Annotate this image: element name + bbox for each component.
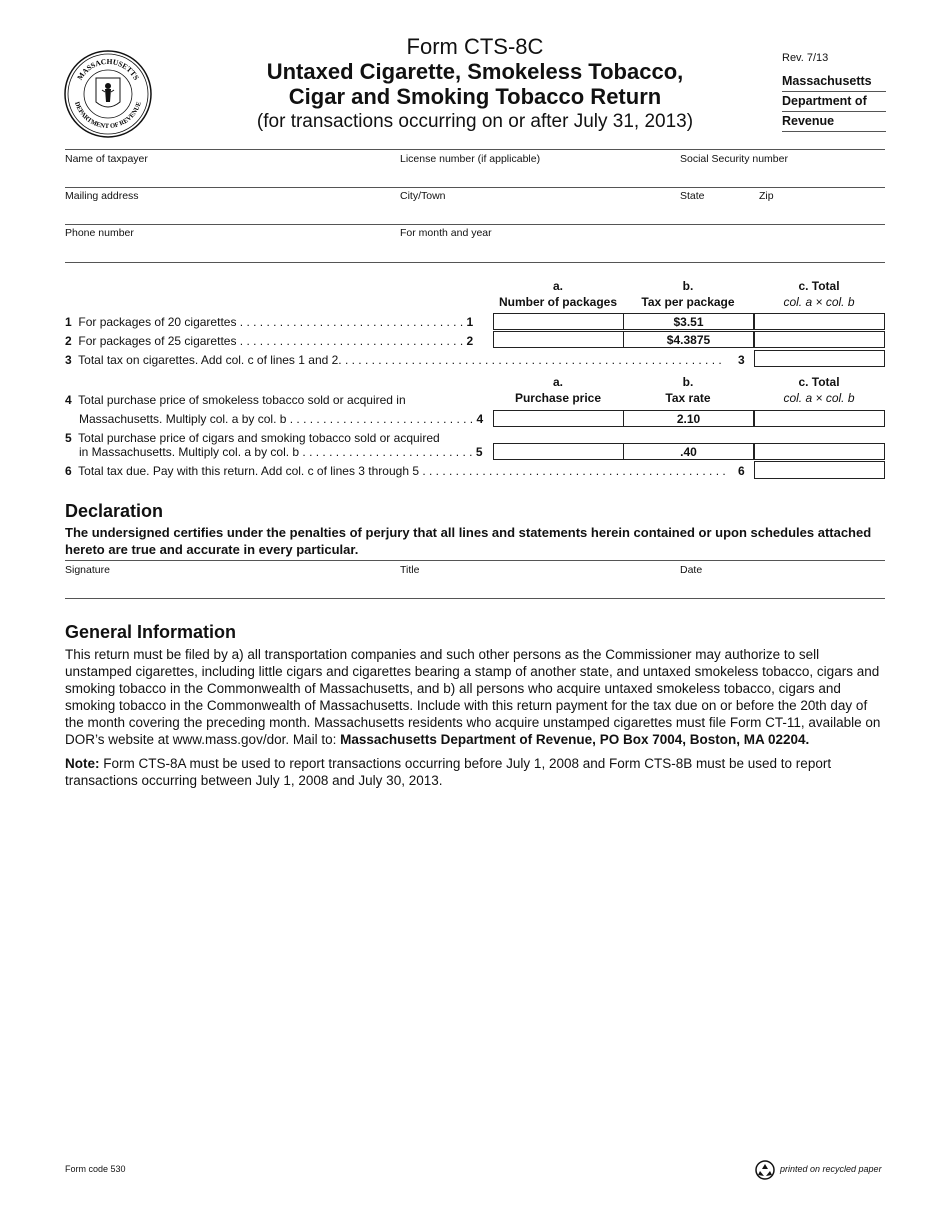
divider — [65, 262, 885, 263]
line-5-rate: .40 — [623, 443, 754, 460]
divider — [65, 598, 885, 599]
state-field[interactable]: State — [680, 190, 705, 202]
line-5-text-b — [79, 445, 483, 459]
recycle-icon — [755, 1160, 775, 1180]
line-number: 4 — [65, 393, 72, 407]
line-text: For packages of 25 cigarettes . . . . . . . . . . . . . . . . . . . . . . . . . . . . . . . . . . — [78, 334, 464, 348]
divider — [65, 560, 885, 561]
tax-rate-heading — [623, 374, 753, 406]
general-info-paragraph — [65, 646, 885, 748]
dept-line-2: Department of — [782, 92, 886, 112]
line-text: Total purchase price of smokeless tobacco sold or acquired in — [78, 393, 406, 407]
total-heading — [754, 374, 884, 406]
taxpayer-name-field[interactable]: Name of taxpayer — [65, 153, 148, 165]
line-text: Total tax on cigarettes. Add col. c of lines 1 and 2. . . . . . . . . . . . . . . . . . . . . . . . . . . . . . . . . . . . . . . . . . . . . . . . . . . . . . . . . . — [78, 353, 722, 367]
signature-field[interactable]: Signature — [65, 564, 110, 576]
line-number: 3 — [738, 353, 745, 367]
line-1 — [65, 315, 473, 329]
line-text: Total tax due. Pay with this return. Add col. c of lines 3 through 5 . . . . . . . . . . . . . . . . . . . . . . . . . . . . . . . . . . . . . . . . . . . . . . — [78, 464, 726, 478]
title-line-2: Cigar and Smoking Tobacco Return — [288, 84, 662, 109]
line-1-rate: $3.51 — [623, 313, 754, 330]
zip-field[interactable]: Zip — [759, 190, 774, 202]
declaration-heading: Declaration — [65, 501, 164, 521]
purchase-price-heading — [493, 374, 623, 406]
line-3-number-right — [738, 353, 745, 367]
line-1-col-a-input[interactable] — [493, 313, 624, 330]
line-5-text-a — [65, 431, 440, 445]
col-b-letter: b. — [682, 279, 694, 293]
declaration-text: The undersigned certifies under the penalties of perjury that all lines and statements herein contained or upon schedules attached hereto are true and accurate in every particular. — [65, 525, 872, 557]
col-b-heading — [623, 278, 753, 310]
line-3-total-input[interactable] — [754, 350, 885, 367]
note-label: Note: — [65, 756, 100, 771]
col-a-label: Number of packages — [498, 295, 618, 309]
divider — [65, 149, 885, 150]
line-number: 6 — [65, 464, 72, 478]
line-number: 5 — [475, 445, 483, 459]
col-c-formula: col. a × col. b — [783, 391, 855, 405]
period-field[interactable]: For month and year — [400, 227, 492, 239]
col-c-formula: col. a × col. b — [783, 295, 855, 309]
line-number: 1 — [65, 315, 72, 329]
note-text: Form CTS-8A must be used to report transactions occurring before July 1, 2008 and Form CTS-8B must be used to report transactions occurring between July 1, 2008 and July 30, 2013. — [65, 756, 832, 788]
general-info-heading: General Information — [65, 622, 237, 642]
divider — [65, 224, 885, 225]
form-code: Form code 530 — [65, 1164, 126, 1174]
line-6 — [65, 464, 735, 478]
phone-field[interactable]: Phone number — [65, 227, 134, 239]
seal-bottom-text: DEPARTMENT OF REVENUE — [73, 100, 143, 131]
dept-line-1: Massachusetts — [782, 72, 886, 92]
line-4-rate: 2.10 — [623, 410, 754, 427]
mailing-address-text: Massachusetts Department of Revenue, PO Box 7004, Boston, MA 02204. — [340, 732, 810, 747]
seal-top-text: MASSACHUSETTS — [75, 56, 141, 82]
line-4-text-b — [79, 412, 483, 426]
line-4-price-input[interactable] — [493, 410, 624, 427]
line-text: in Massachusetts. Multiply col. a by col. b . . . . . . . . . . . . . . . . . . . . . . . . . . — [79, 445, 473, 459]
mailing-address-field[interactable]: Mailing address — [65, 190, 139, 202]
col-c-label: c. Total — [798, 375, 840, 389]
col-a-letter: a. — [552, 279, 563, 293]
line-5-price-input[interactable] — [493, 443, 624, 460]
line-2-rate: $4.3875 — [623, 331, 754, 348]
line-number: 1 — [466, 315, 474, 329]
col-a-heading — [493, 278, 623, 310]
ssn-field[interactable]: Social Security number — [680, 153, 788, 165]
line-6-total-input[interactable] — [754, 461, 885, 479]
title-line-1: Untaxed Cigarette, Smokeless Tobacco, — [266, 59, 684, 84]
form-name: Form CTS-8C — [406, 34, 544, 59]
line-2-col-a-input[interactable] — [493, 331, 624, 348]
divider — [65, 187, 885, 188]
col-b-label: Tax rate — [665, 391, 711, 405]
line-2 — [65, 334, 473, 348]
line-number: 2 — [466, 334, 474, 348]
col-a-label: Purchase price — [514, 391, 602, 405]
line-1-total-input[interactable] — [754, 313, 885, 330]
license-number-field[interactable]: License number (if applicable) — [400, 153, 541, 165]
title-field[interactable]: Title — [400, 564, 420, 576]
note-paragraph — [65, 755, 885, 789]
city-field[interactable]: City/Town — [400, 190, 446, 202]
massachusetts-dor-seal — [64, 50, 152, 138]
title-block — [230, 34, 720, 134]
subtitle: (for transactions occurring on or after July 31, 2013) — [256, 111, 694, 132]
date-field[interactable]: Date — [680, 564, 703, 576]
line-number: 3 — [65, 353, 72, 367]
line-4-text-a — [65, 393, 406, 407]
line-number: 4 — [476, 412, 484, 426]
line-text: Total purchase price of cigars and smoking tobacco sold or acquired — [78, 431, 440, 445]
revision: Rev. 7/13 — [782, 52, 829, 64]
col-a-letter: a. — [552, 375, 563, 389]
line-text: For packages of 20 cigarettes . . . . . . . . . . . . . . . . . . . . . . . . . . . . . . . . . . — [78, 315, 464, 329]
recycled-note: printed on recycled paper — [780, 1164, 882, 1174]
line-6-number-right — [738, 464, 745, 478]
line-number: 5 — [65, 431, 72, 445]
line-3 — [65, 353, 749, 367]
general-info-text: This return must be filed by a) all transportation companies and such other persons as the Commissioner may authorize to sell unstamped cigarettes, including little cigars and cigarettes bearing a stamp of another state, and untaxed smokeless tobacco, cigars and smoking tobacco in the Commonwealth of Massachusetts, and b) all persons who acquire untaxed smokeless tobacco, cigars and smoking tobacco in the Commonwealth of Massachusetts. Include with this return payment for the tax due on or before the 20th day of the month covering the preceding month. Massachusetts residents who acquire unstamped cigarettes must file Form CT-11, available on DOR’s website at www.mass.gov/dor. Mail to: — [65, 647, 881, 747]
col-c-heading — [754, 278, 884, 310]
line-text: Massachusetts. Multiply col. a by col. b . . . . . . . . . . . . . . . . . . . . . . . . . . . . — [79, 412, 474, 426]
col-b-letter: b. — [682, 375, 694, 389]
col-b-label: Tax per package — [641, 295, 735, 309]
dept-line-3: Revenue — [782, 112, 886, 132]
line-number: 6 — [738, 464, 745, 478]
line-4-total-input[interactable] — [754, 410, 885, 427]
col-c-label: c. Total — [798, 279, 840, 293]
line-5-total-input[interactable] — [754, 443, 885, 460]
line-2-total-input[interactable] — [754, 331, 885, 348]
line-number: 2 — [65, 334, 72, 348]
